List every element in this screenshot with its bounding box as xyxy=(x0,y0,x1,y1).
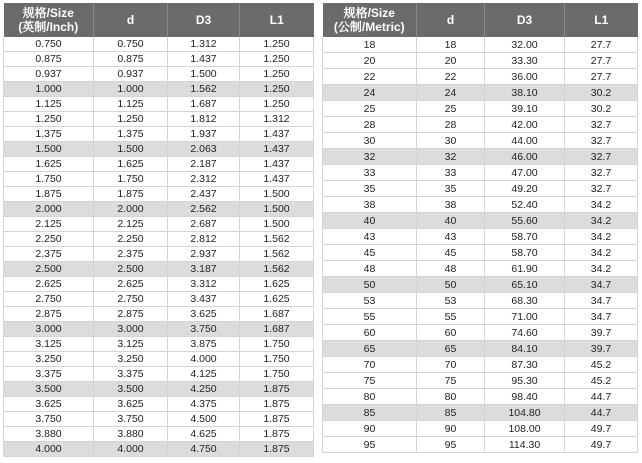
metric-cell-d3: 47.00 xyxy=(485,165,565,181)
inch-cell-size: 1.250 xyxy=(4,112,94,127)
inch-cell-l1: 1.875 xyxy=(240,427,314,442)
metric-table-row xyxy=(323,261,638,277)
inch-header-row xyxy=(4,3,314,37)
inch-cell-d3: 2.562 xyxy=(168,202,240,217)
inch-table-row xyxy=(4,67,314,82)
inch-cell-d: 3.500 xyxy=(94,382,168,397)
inch-cell-l1: 1.875 xyxy=(240,442,314,457)
inch-cell-l1: 1.500 xyxy=(240,187,314,202)
metric-cell-d3: 32.00 xyxy=(485,37,565,53)
metric-table-row xyxy=(323,53,638,69)
metric-table-row xyxy=(323,357,638,373)
inch-size-header-line2: (英制/Inch) xyxy=(18,20,79,34)
metric-table-row xyxy=(323,149,638,165)
metric-cell-size: 22 xyxy=(323,69,417,85)
metric-cell-d3: 65.10 xyxy=(485,277,565,293)
metric-cell-d3: 74.60 xyxy=(485,325,565,341)
inch-cell-l1: 1.437 xyxy=(240,127,314,142)
metric-cell-l1: 34.2 xyxy=(565,261,638,277)
metric-cell-l1: 30.2 xyxy=(565,101,638,117)
inch-cell-l1: 1.562 xyxy=(240,232,314,247)
metric-cell-size: 24 xyxy=(323,85,417,101)
metric-table-row xyxy=(323,117,638,133)
inch-cell-d3: 4.000 xyxy=(168,352,240,367)
inch-cell-d3: 2.437 xyxy=(168,187,240,202)
metric-cell-size: 32 xyxy=(323,149,417,165)
metric-cell-d: 38 xyxy=(417,197,485,213)
inch-cell-d3: 2.937 xyxy=(168,247,240,262)
inch-cell-size: 1.625 xyxy=(4,157,94,172)
metric-cell-d: 85 xyxy=(417,405,485,421)
metric-d3-header: D3 xyxy=(485,3,565,37)
inch-cell-d: 3.750 xyxy=(94,412,168,427)
metric-table-row xyxy=(323,421,638,437)
metric-cell-d: 24 xyxy=(417,85,485,101)
metric-cell-size: 80 xyxy=(323,389,417,405)
metric-table-row xyxy=(323,293,638,309)
metric-cell-d3: 104.80 xyxy=(485,405,565,421)
metric-cell-l1: 45.2 xyxy=(565,357,638,373)
metric-d-header: d xyxy=(417,3,485,37)
metric-cell-d3: 49.20 xyxy=(485,181,565,197)
inch-cell-d: 3.250 xyxy=(94,352,168,367)
metric-cell-l1: 34.2 xyxy=(565,229,638,245)
inch-cell-d: 3.125 xyxy=(94,337,168,352)
inch-table-row xyxy=(4,397,314,412)
metric-cell-size: 50 xyxy=(323,277,417,293)
metric-cell-l1: 39.7 xyxy=(565,341,638,357)
inch-cell-l1: 1.500 xyxy=(240,217,314,232)
inch-cell-d3: 1.687 xyxy=(168,97,240,112)
metric-cell-d3: 39.10 xyxy=(485,101,565,117)
inch-cell-d3: 1.937 xyxy=(168,127,240,142)
inch-cell-l1: 1.250 xyxy=(240,82,314,97)
metric-size-header-line2: (公制/Metric) xyxy=(333,20,405,34)
inch-cell-l1: 1.687 xyxy=(240,307,314,322)
inch-cell-size: 1.375 xyxy=(4,127,94,142)
inch-cell-d: 1.250 xyxy=(94,112,168,127)
metric-cell-size: 33 xyxy=(323,165,417,181)
metric-cell-l1: 32.7 xyxy=(565,149,638,165)
metric-cell-l1: 32.7 xyxy=(565,133,638,149)
inch-cell-d3: 4.250 xyxy=(168,382,240,397)
metric-cell-d: 55 xyxy=(417,309,485,325)
inch-table-row xyxy=(4,112,314,127)
metric-cell-size: 38 xyxy=(323,197,417,213)
inch-cell-size: 3.500 xyxy=(4,382,94,397)
metric-cell-d3: 46.00 xyxy=(485,149,565,165)
inch-cell-l1: 1.625 xyxy=(240,292,314,307)
metric-cell-l1: 39.7 xyxy=(565,325,638,341)
metric-cell-d3: 87.30 xyxy=(485,357,565,373)
inch-cell-d: 1.625 xyxy=(94,157,168,172)
metric-cell-d: 90 xyxy=(417,421,485,437)
metric-cell-d: 18 xyxy=(417,37,485,53)
metric-cell-size: 18 xyxy=(323,37,417,53)
inch-cell-d3: 2.312 xyxy=(168,172,240,187)
inch-cell-size: 1.125 xyxy=(4,97,94,112)
metric-cell-d3: 61.90 xyxy=(485,261,565,277)
metric-cell-l1: 27.7 xyxy=(565,37,638,53)
inch-cell-size: 3.000 xyxy=(4,322,94,337)
metric-cell-d3: 33.30 xyxy=(485,53,565,69)
inch-cell-d: 2.250 xyxy=(94,232,168,247)
inch-cell-size: 0.750 xyxy=(4,37,94,52)
metric-cell-l1: 45.2 xyxy=(565,373,638,389)
metric-cell-l1: 32.7 xyxy=(565,165,638,181)
metric-cell-size: 30 xyxy=(323,133,417,149)
inch-cell-l1: 1.750 xyxy=(240,367,314,382)
inch-cell-size: 0.875 xyxy=(4,52,94,67)
metric-table-row xyxy=(323,101,638,117)
inch-cell-d: 2.875 xyxy=(94,307,168,322)
metric-cell-size: 40 xyxy=(323,213,417,229)
inch-cell-size: 2.125 xyxy=(4,217,94,232)
metric-cell-size: 35 xyxy=(323,181,417,197)
metric-table-row xyxy=(323,373,638,389)
inch-cell-l1: 1.312 xyxy=(240,112,314,127)
inch-cell-size: 1.500 xyxy=(4,142,94,157)
inch-table-row xyxy=(4,202,314,217)
inch-cell-d: 1.875 xyxy=(94,187,168,202)
inch-table-row xyxy=(4,172,314,187)
inch-cell-d: 3.625 xyxy=(94,397,168,412)
metric-size-header xyxy=(323,3,417,37)
metric-cell-d3: 44.00 xyxy=(485,133,565,149)
inch-cell-d: 2.125 xyxy=(94,217,168,232)
metric-cell-l1: 49.7 xyxy=(565,421,638,437)
inch-cell-d3: 3.187 xyxy=(168,262,240,277)
metric-cell-d3: 108.00 xyxy=(485,421,565,437)
inch-cell-d: 0.875 xyxy=(94,52,168,67)
inch-cell-l1: 1.875 xyxy=(240,397,314,412)
inch-table-row xyxy=(4,322,314,337)
metric-cell-d: 30 xyxy=(417,133,485,149)
metric-cell-size: 20 xyxy=(323,53,417,69)
inch-cell-d3: 2.687 xyxy=(168,217,240,232)
inch-cell-d3: 3.312 xyxy=(168,277,240,292)
inch-table-row xyxy=(4,97,314,112)
metric-cell-d3: 71.00 xyxy=(485,309,565,325)
metric-cell-l1: 49.7 xyxy=(565,437,638,453)
inch-cell-d3: 1.562 xyxy=(168,82,240,97)
inch-cell-d3: 1.312 xyxy=(168,37,240,52)
metric-table-row xyxy=(323,341,638,357)
metric-table-row xyxy=(323,389,638,405)
metric-cell-size: 70 xyxy=(323,357,417,373)
metric-cell-d3: 55.60 xyxy=(485,213,565,229)
metric-cell-l1: 34.2 xyxy=(565,213,638,229)
inch-cell-d3: 2.812 xyxy=(168,232,240,247)
inch-table-row xyxy=(4,82,314,97)
inch-cell-size: 0.937 xyxy=(4,67,94,82)
inch-cell-size: 1.875 xyxy=(4,187,94,202)
inch-cell-d: 2.000 xyxy=(94,202,168,217)
metric-cell-d3: 58.70 xyxy=(485,245,565,261)
inch-cell-d3: 4.500 xyxy=(168,412,240,427)
metric-table-row xyxy=(323,37,638,53)
metric-table-row xyxy=(323,309,638,325)
inch-cell-size: 2.500 xyxy=(4,262,94,277)
inch-cell-size: 1.750 xyxy=(4,172,94,187)
inch-cell-d: 3.375 xyxy=(94,367,168,382)
metric-cell-d3: 114.30 xyxy=(485,437,565,453)
metric-cell-size: 53 xyxy=(323,293,417,309)
metric-cell-size: 65 xyxy=(323,341,417,357)
metric-cell-d3: 68.30 xyxy=(485,293,565,309)
inch-table-row xyxy=(4,292,314,307)
metric-cell-d: 70 xyxy=(417,357,485,373)
inch-cell-d: 2.625 xyxy=(94,277,168,292)
inch-table-row xyxy=(4,37,314,52)
metric-cell-d: 20 xyxy=(417,53,485,69)
metric-cell-l1: 34.2 xyxy=(565,245,638,261)
metric-size-table xyxy=(322,3,638,453)
metric-size-header-line1: 规格/Size xyxy=(343,6,395,20)
inch-cell-size: 2.875 xyxy=(4,307,94,322)
metric-cell-size: 45 xyxy=(323,245,417,261)
metric-cell-l1: 30.2 xyxy=(565,85,638,101)
inch-cell-d3: 3.437 xyxy=(168,292,240,307)
metric-cell-d: 50 xyxy=(417,277,485,293)
metric-cell-l1: 32.7 xyxy=(565,117,638,133)
metric-cell-size: 55 xyxy=(323,309,417,325)
metric-table-row xyxy=(323,181,638,197)
inch-cell-size: 3.750 xyxy=(4,412,94,427)
metric-cell-size: 48 xyxy=(323,261,417,277)
metric-cell-d3: 42.00 xyxy=(485,117,565,133)
inch-cell-l1: 1.875 xyxy=(240,412,314,427)
inch-cell-size: 3.125 xyxy=(4,337,94,352)
inch-table-row xyxy=(4,412,314,427)
metric-cell-d: 35 xyxy=(417,181,485,197)
inch-cell-l1: 1.687 xyxy=(240,322,314,337)
metric-cell-size: 25 xyxy=(323,101,417,117)
inch-cell-size: 2.625 xyxy=(4,277,94,292)
inch-cell-d: 1.000 xyxy=(94,82,168,97)
metric-cell-d: 60 xyxy=(417,325,485,341)
metric-table-row xyxy=(323,85,638,101)
metric-cell-d3: 58.70 xyxy=(485,229,565,245)
metric-table-row xyxy=(323,245,638,261)
metric-table-row xyxy=(323,133,638,149)
metric-table-row xyxy=(323,213,638,229)
inch-cell-size: 1.000 xyxy=(4,82,94,97)
metric-cell-d3: 36.00 xyxy=(485,69,565,85)
inch-cell-l1: 1.437 xyxy=(240,172,314,187)
metric-cell-d3: 84.10 xyxy=(485,341,565,357)
inch-cell-d3: 3.625 xyxy=(168,307,240,322)
metric-cell-l1: 34.7 xyxy=(565,277,638,293)
inch-table-row xyxy=(4,442,314,457)
metric-cell-d: 80 xyxy=(417,389,485,405)
inch-table-row xyxy=(4,232,314,247)
inch-cell-d: 2.750 xyxy=(94,292,168,307)
metric-cell-d: 25 xyxy=(417,101,485,117)
inch-cell-d3: 1.812 xyxy=(168,112,240,127)
inch-table-row xyxy=(4,307,314,322)
metric-cell-l1: 32.7 xyxy=(565,181,638,197)
inch-cell-l1: 1.750 xyxy=(240,337,314,352)
inch-table-row xyxy=(4,427,314,442)
inch-cell-d: 0.750 xyxy=(94,37,168,52)
metric-cell-d: 32 xyxy=(417,149,485,165)
inch-cell-d: 2.375 xyxy=(94,247,168,262)
metric-cell-d: 53 xyxy=(417,293,485,309)
inch-cell-d3: 2.187 xyxy=(168,157,240,172)
inch-cell-d3: 1.500 xyxy=(168,67,240,82)
metric-cell-d3: 95.30 xyxy=(485,373,565,389)
inch-cell-d3: 3.875 xyxy=(168,337,240,352)
inch-table-row xyxy=(4,367,314,382)
metric-table-row xyxy=(323,277,638,293)
inch-cell-d3: 1.437 xyxy=(168,52,240,67)
metric-cell-d: 40 xyxy=(417,213,485,229)
inch-cell-size: 3.625 xyxy=(4,397,94,412)
inch-cell-size: 3.375 xyxy=(4,367,94,382)
inch-cell-d: 3.000 xyxy=(94,322,168,337)
inch-cell-size: 2.000 xyxy=(4,202,94,217)
inch-cell-l1: 1.250 xyxy=(240,67,314,82)
metric-cell-l1: 44.7 xyxy=(565,405,638,421)
metric-cell-d: 45 xyxy=(417,245,485,261)
inch-cell-l1: 1.562 xyxy=(240,247,314,262)
inch-cell-d3: 4.625 xyxy=(168,427,240,442)
metric-cell-size: 90 xyxy=(323,421,417,437)
metric-table-body xyxy=(323,37,638,453)
inch-cell-size: 3.880 xyxy=(4,427,94,442)
metric-cell-l1: 34.7 xyxy=(565,309,638,325)
inch-table-row xyxy=(4,277,314,292)
metric-cell-d: 43 xyxy=(417,229,485,245)
metric-cell-size: 95 xyxy=(323,437,417,453)
inch-cell-l1: 1.250 xyxy=(240,37,314,52)
inch-cell-l1: 1.562 xyxy=(240,262,314,277)
metric-cell-size: 28 xyxy=(323,117,417,133)
inch-cell-size: 2.250 xyxy=(4,232,94,247)
inch-cell-d: 4.000 xyxy=(94,442,168,457)
inch-cell-l1: 1.250 xyxy=(240,52,314,67)
metric-l1-header: L1 xyxy=(565,3,638,37)
inch-cell-d3: 4.125 xyxy=(168,367,240,382)
inch-table-row xyxy=(4,352,314,367)
inch-table-row xyxy=(4,52,314,67)
inch-cell-size: 3.250 xyxy=(4,352,94,367)
metric-table-row xyxy=(323,437,638,453)
inch-table-row xyxy=(4,187,314,202)
inch-cell-size: 2.750 xyxy=(4,292,94,307)
metric-table-row xyxy=(323,197,638,213)
inch-cell-d: 0.937 xyxy=(94,67,168,82)
inch-cell-d: 1.375 xyxy=(94,127,168,142)
metric-cell-size: 85 xyxy=(323,405,417,421)
inch-cell-d: 3.880 xyxy=(94,427,168,442)
inch-table-row xyxy=(4,382,314,397)
metric-cell-l1: 34.7 xyxy=(565,293,638,309)
metric-cell-d3: 38.10 xyxy=(485,85,565,101)
metric-cell-d: 75 xyxy=(417,373,485,389)
metric-cell-d: 28 xyxy=(417,117,485,133)
inch-d-header: d xyxy=(94,3,168,37)
metric-table-row xyxy=(323,325,638,341)
metric-table-row xyxy=(323,405,638,421)
inch-table-row xyxy=(4,262,314,277)
inch-table-row xyxy=(4,142,314,157)
inch-cell-d3: 4.375 xyxy=(168,397,240,412)
inch-cell-l1: 1.500 xyxy=(240,202,314,217)
metric-cell-d: 95 xyxy=(417,437,485,453)
metric-cell-size: 43 xyxy=(323,229,417,245)
metric-cell-l1: 44.7 xyxy=(565,389,638,405)
metric-cell-d: 65 xyxy=(417,341,485,357)
metric-cell-d3: 52.40 xyxy=(485,197,565,213)
metric-table-row xyxy=(323,69,638,85)
metric-cell-l1: 27.7 xyxy=(565,69,638,85)
inch-cell-d: 1.125 xyxy=(94,97,168,112)
inch-cell-d3: 4.750 xyxy=(168,442,240,457)
inch-cell-l1: 1.437 xyxy=(240,142,314,157)
inch-table-row xyxy=(4,127,314,142)
metric-table-row xyxy=(323,165,638,181)
metric-table-row xyxy=(323,229,638,245)
inch-cell-d3: 2.063 xyxy=(168,142,240,157)
metric-cell-d3: 98.40 xyxy=(485,389,565,405)
inch-cell-size: 4.000 xyxy=(4,442,94,457)
inch-cell-d3: 3.750 xyxy=(168,322,240,337)
metric-cell-l1: 34.2 xyxy=(565,197,638,213)
inch-size-header xyxy=(4,3,94,37)
inch-cell-l1: 1.875 xyxy=(240,382,314,397)
inch-cell-d: 2.500 xyxy=(94,262,168,277)
inch-l1-header: L1 xyxy=(240,3,314,37)
inch-cell-l1: 1.750 xyxy=(240,352,314,367)
inch-cell-l1: 1.625 xyxy=(240,277,314,292)
inch-cell-d: 1.750 xyxy=(94,172,168,187)
inch-table-row xyxy=(4,157,314,172)
metric-cell-d: 48 xyxy=(417,261,485,277)
inch-cell-size: 2.375 xyxy=(4,247,94,262)
inch-cell-d: 1.500 xyxy=(94,142,168,157)
inch-cell-l1: 1.250 xyxy=(240,97,314,112)
inch-table-row xyxy=(4,217,314,232)
metric-cell-d: 22 xyxy=(417,69,485,85)
metric-header-row xyxy=(323,3,638,37)
metric-cell-size: 75 xyxy=(323,373,417,389)
metric-cell-l1: 27.7 xyxy=(565,53,638,69)
inch-table-row xyxy=(4,247,314,262)
metric-cell-size: 60 xyxy=(323,325,417,341)
metric-cell-d: 33 xyxy=(417,165,485,181)
inch-table-row xyxy=(4,337,314,352)
inch-cell-l1: 1.437 xyxy=(240,157,314,172)
inch-table-body xyxy=(4,37,314,457)
inch-d3-header: D3 xyxy=(168,3,240,37)
inch-size-table xyxy=(3,3,314,457)
inch-size-header-line1: 规格/Size xyxy=(22,6,74,20)
